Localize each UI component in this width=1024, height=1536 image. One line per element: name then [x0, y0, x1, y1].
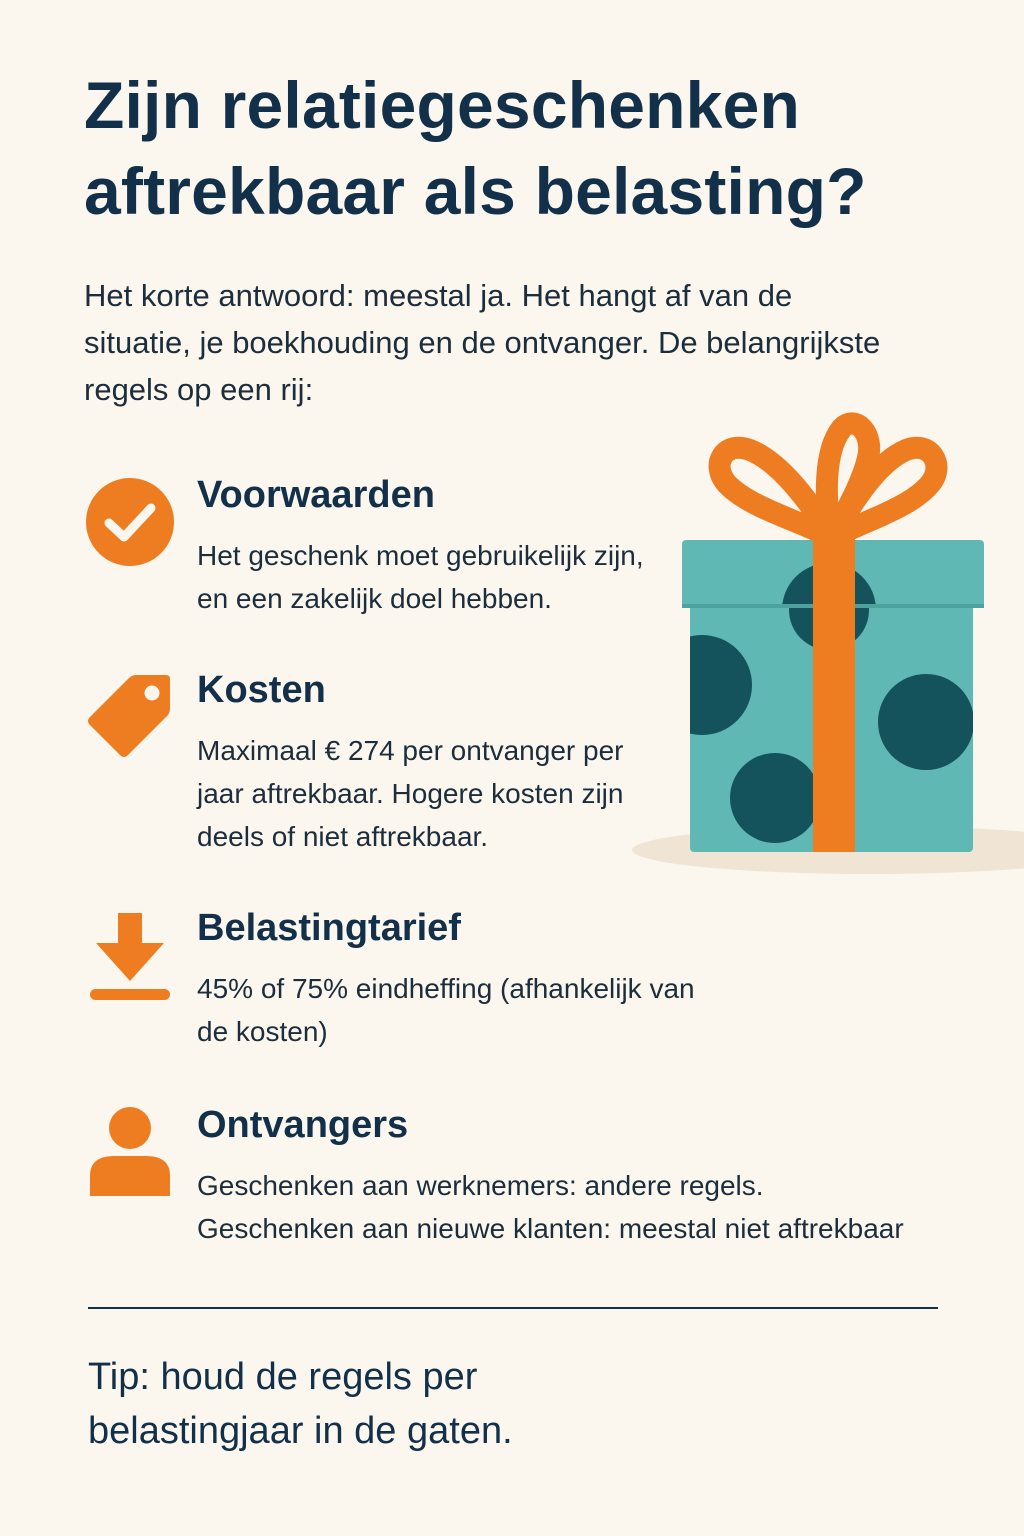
- gift-bow: [720, 423, 937, 538]
- person-icon: [84, 1104, 176, 1196]
- page-title: Zijn relatiegeschenken aftrekbaar als belasting?: [84, 68, 867, 228]
- intro-text: Het korte antwoord: meestal ja. Het hangt af van de situatie, je boekhouding en de ontvanger. De belangrijkste regels op een rij:: [84, 278, 881, 407]
- rule-description: Maximaal € 274 per ontvanger per jaar aftrekbaar. Hogere kosten zijn deels of niet aftrekbaar.: [197, 735, 624, 852]
- tip-text: Tip: houd de regels per belastingjaar in de gaten.: [88, 1356, 513, 1452]
- rule-heading: Ontvangers: [197, 1104, 409, 1146]
- download-arrow-icon: [84, 909, 176, 1001]
- price-tag-icon: [84, 669, 176, 761]
- rule-heading: Voorwaarden: [197, 474, 435, 516]
- rule-heading: Kosten: [197, 669, 326, 711]
- rule-heading: Belastingtarief: [197, 907, 461, 949]
- rule-description: Het geschenk moet gebruikelijk zijn, en een zakelijk doel hebben.: [197, 540, 644, 614]
- checkmark-circle-icon: [84, 476, 176, 568]
- section-divider: [88, 1307, 938, 1309]
- rule-description-line: Geschenken aan werknemers: andere regels.: [197, 1170, 764, 1201]
- rule-description-line: Geschenken aan nieuwe klanten: meestal niet aftrekbaar: [197, 1213, 904, 1244]
- rule-description: [197, 1164, 997, 1250]
- gift-ribbon: [813, 528, 855, 852]
- rule-description: 45% of 75% eindheffing (afhankelijk van de kosten): [197, 973, 695, 1047]
- gift-box-icon: [630, 410, 1024, 880]
